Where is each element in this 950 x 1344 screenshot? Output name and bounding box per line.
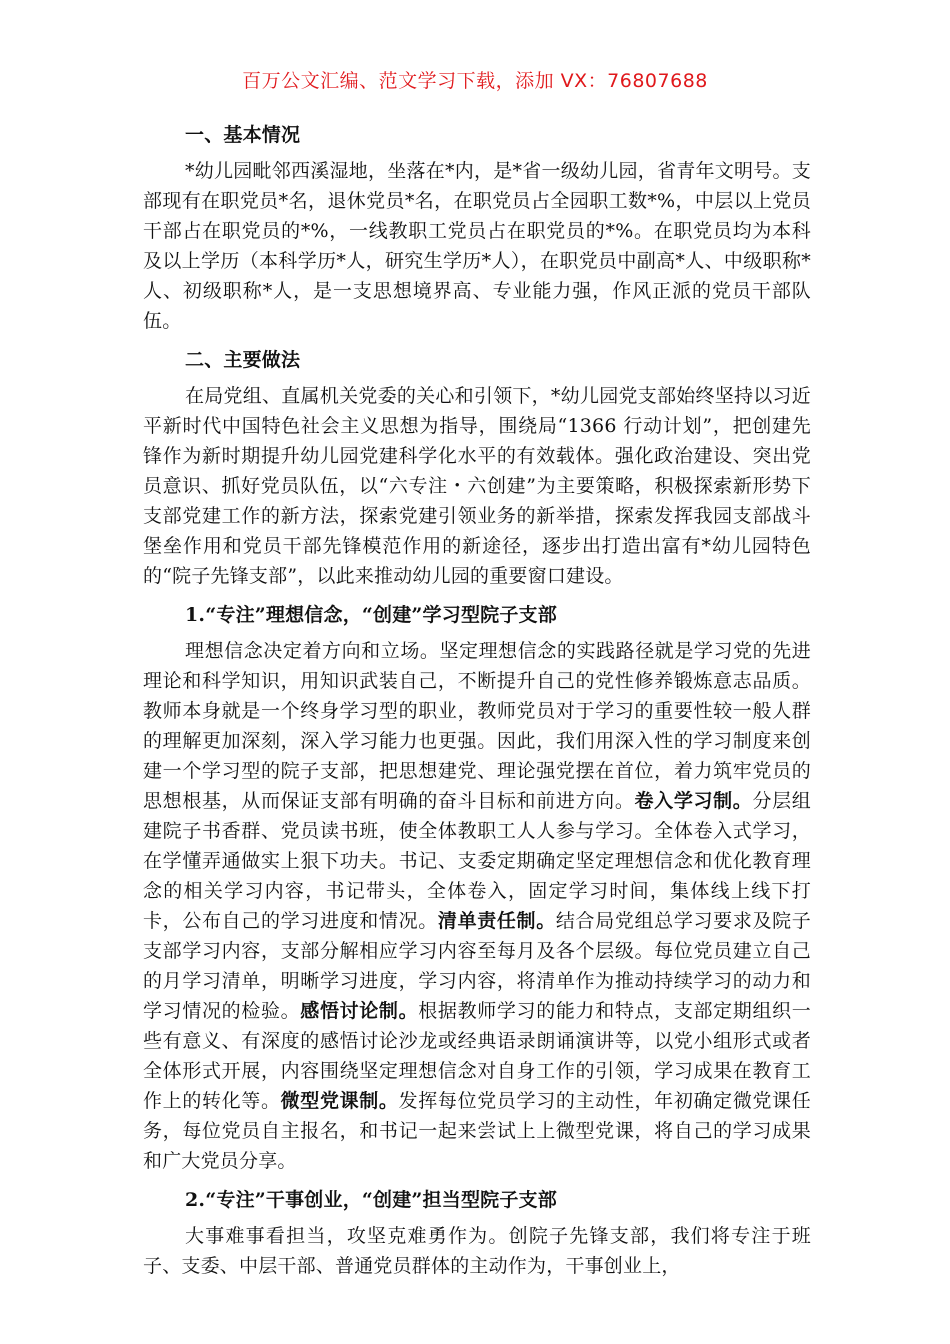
document-body [143,120,811,1281]
paragraph-responsibility-branch: 大事难事看担当，攻坚克难勇作为。创院子先锋支部，我们将专注于班子、支委、中层干部、普通党员群体的主动作为，干事创业上， [143,1225,811,1277]
term-involvement-learning: 卷入学习制。 [634,790,753,812]
section-heading-basic: 一、基本情况 [185,124,301,146]
paragraph-basic-info: *幼儿园毗邻西溪湿地，坐落在*内，是*省一级幼儿园，省青年文明号。支部现有在职党员*名，退休党员*名，在职党员占全园职工数*%，中层以上党员干部占在职党员的*%，一线教职工党员占在职党员的*%。在职党员均为本科及以上学历（本科学历*人，研究生学历*人），在职党员中副高*人、中级职称*人、初级职称*人，是一支思想境界高、专业能力强，作风正派的党员干部队伍。 [143,160,811,332]
paragraph-practices-intro: 在局党组、直属机关党委的关心和引领下，*幼儿园党支部始终坚持以习近平新时代中国特色社会主义思想为指导，围绕局“1366 行动计划”，把创建先锋作为新时期提升幼儿园党建科学化水平的有效载体。强化政治建设、突出党员意识、抓好党员队伍，以“六专注・六创建”为主要策略，积极探索新形势下支部党建工作的新方法，探索党建引领业务的新举措，探索发挥我园支部战斗堡垒作用和党员干部先锋模范作用的新途径，逐步出打造出富有*幼儿园特色的“院子先锋支部”，以此来推动幼儿园的重要窗口建设。 [143,385,811,587]
subheading-responsibility-branch: 2.“专注”干事创业，“创建”担当型院子支部 [185,1189,557,1211]
term-list-responsibility: 清单责任制。 [437,910,556,932]
paragraph-learning-branch [143,636,811,1176]
subheading-learning-branch: 1.“专注”理想信念，“创建”学习型院子支部 [185,604,557,626]
list-responsibility-text: 结合局党组总学习要求及院子支部学习内容，支部分解相应学习内容至每月及各个层级。每位党员建立自己的月学习清单，明晰学习进度，学习内容，将清单作为推动持续学习的动力和学习情况的检验。 [143,910,811,1022]
term-micro-party-lecture: 微型党课制。 [280,1090,399,1112]
section-heading-practices: 二、主要做法 [185,349,301,371]
watermark-header: 百万公文汇编、范文学习下载，添加 VX：76807688 [242,70,708,92]
learning-intro-text: 理想信念决定着方向和立场。坚定理想信念的实践路径就是学习党的先进理论和科学知识，用知识武装自己，不断提升自己的党性修养锻炼意志品质。教师本身就是一个终身学习型的职业，教师党员对于学习的重要性较一般人群的理解更加深刻，深入学习能力也更强。因此，我们用深入性的学习制度来创建一个学习型的院子支部，把思想建党、理论强党摆在首位，着力筑牢党员的思想根基，从而保证支部有明确的奋斗目标和前进方向。 [143,640,811,812]
reflection-discussion-text: 根据教师学习的能力和特点，支部定期组织一些有意义、有深度的感悟讨论沙龙或经典语录朗诵演讲等，以党小组形式或者全体形式开展，内容围绕坚定理想信念对自身工作的引领，学习成果在教育工作上的转化等。 [143,1000,811,1112]
micro-party-lecture-text: 发挥每位党员学习的主动性，年初确定微党课任务，每位党员自主报名，和书记一起来尝试上上微型党课，将自己的学习成果和广大党员分享。 [143,1090,811,1172]
involvement-learning-text: 分层组建院子书香群、党员读书班，使全体教职工人人参与学习。全体卷入式学习，在学懂弄通做实上狠下功夫。书记、支委定期确定坚定理想信念和优化教育理念的相关学习内容，书记带头，全体卷入，固定学习时间，集体线上线下打卡，公布自己的学习进度和情况。 [143,790,811,932]
term-reflection-discussion: 感悟讨论制。 [300,1000,419,1022]
